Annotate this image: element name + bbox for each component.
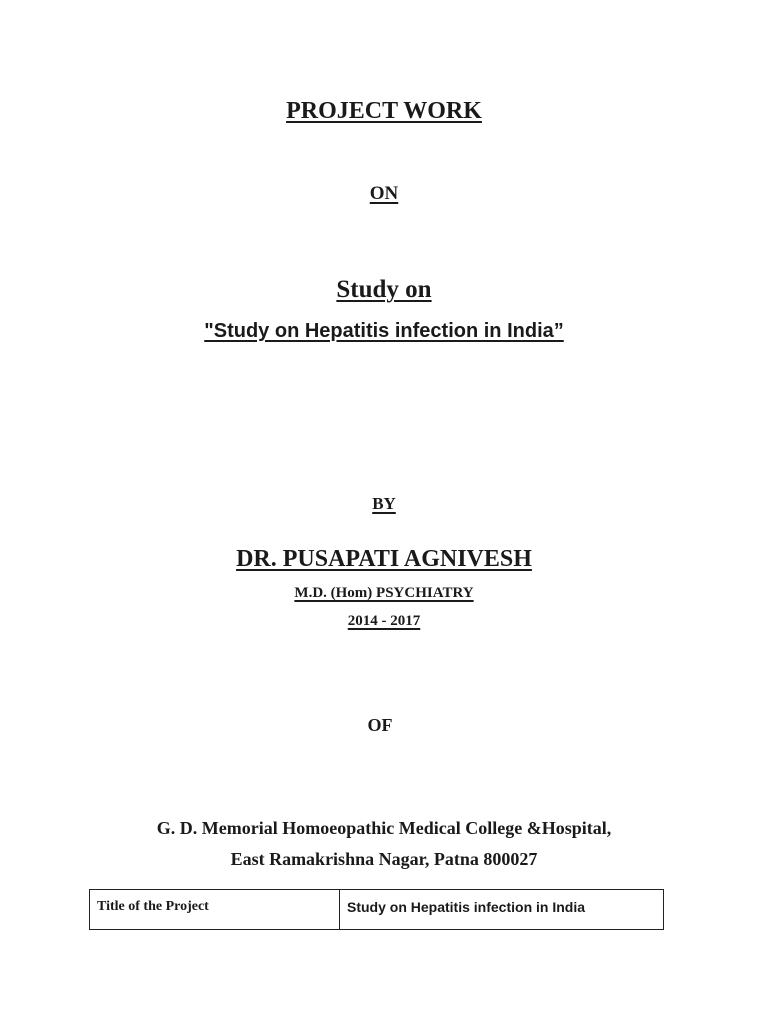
on-label: ON xyxy=(369,183,399,204)
study-years: 2014 - 2017 xyxy=(347,613,421,629)
table-cell-label: Title of the Project xyxy=(90,890,340,930)
study-on-heading: Study on xyxy=(336,276,432,303)
table-cell-value: Study on Hepatitis infection in India xyxy=(340,890,664,930)
by-label: BY xyxy=(372,494,396,513)
author-name: DR. PUSAPATI AGNIVESH xyxy=(236,546,532,572)
page-title: PROJECT WORK xyxy=(286,98,482,124)
table-row xyxy=(90,890,664,930)
college-name: G. D. Memorial Homoeopathic Medical College &Hospital, xyxy=(156,818,612,838)
of-label: OF xyxy=(367,715,393,735)
college-address: East Ramakrishna Nagar, Patna 800027 xyxy=(230,849,538,869)
project-info-table xyxy=(89,889,664,930)
study-title: "Study on Hepatitis infection in India” xyxy=(204,320,564,342)
author-degree: M.D. (Hom) PSYCHIATRY xyxy=(294,585,474,601)
